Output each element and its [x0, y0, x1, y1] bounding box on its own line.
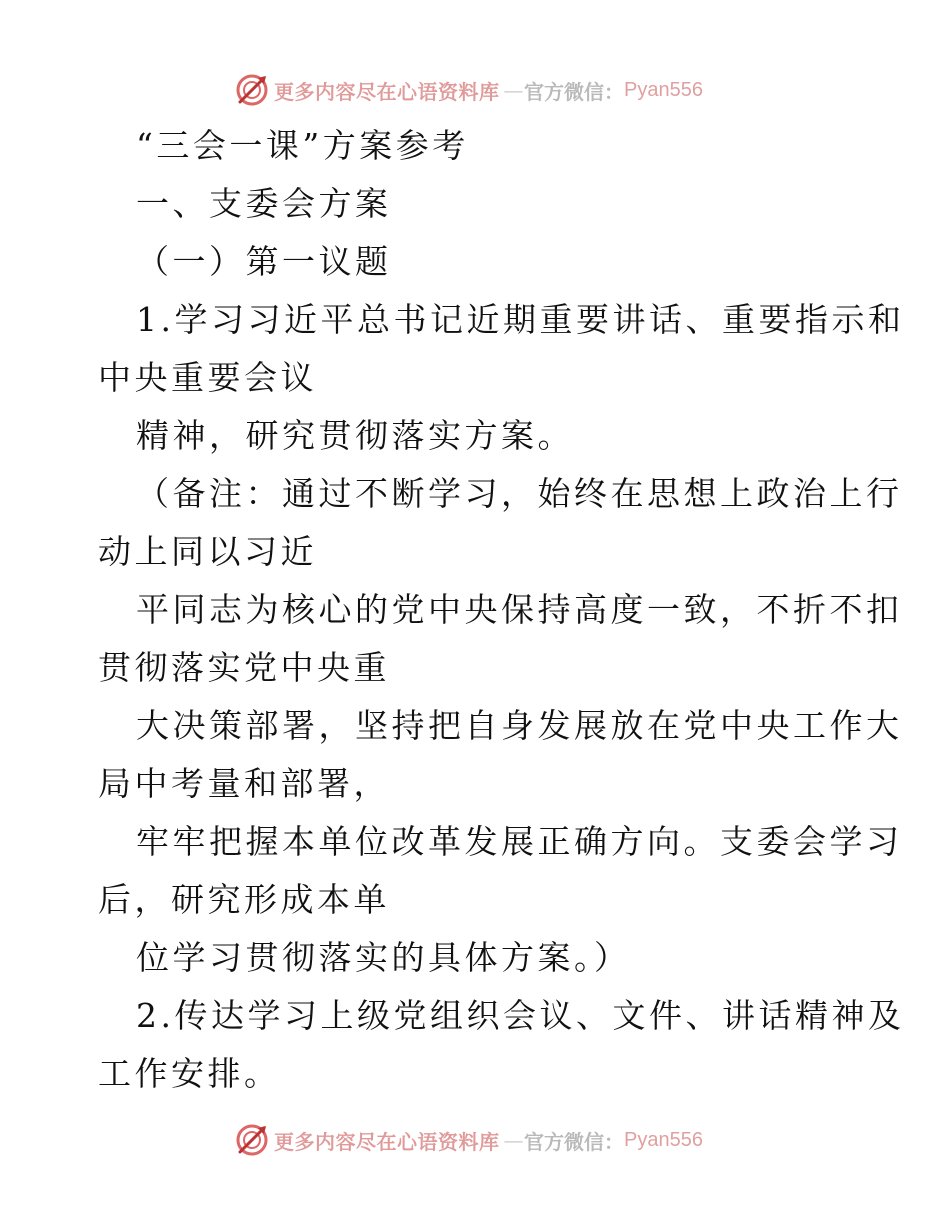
paragraph-line: 位学习贯彻落实的具体方案。） [136, 938, 631, 977]
paragraph-line: 平同志为核心的党中央保持高度一致，不折不扣 [136, 590, 903, 629]
paragraph-line: 局中考量和部署， [98, 764, 390, 803]
header-watermark [234, 70, 754, 110]
paragraph-line: 后，研究形成本单 [98, 880, 390, 919]
paragraph-line: 大决策部署，坚持把自身发展放在党中央工作大 [136, 706, 903, 745]
paragraph-line: 动上同以习近 [98, 532, 317, 571]
subsection-heading: （一）第一议题 [136, 242, 392, 281]
paragraph-line: 贯彻落实党中央重 [98, 648, 390, 687]
document-body [98, 117, 905, 1103]
watermark-site: 更多内容尽在心语资料库 [274, 79, 500, 104]
watermark-site: 更多内容尽在心语资料库 [274, 1129, 500, 1154]
footer-watermark [234, 1120, 754, 1160]
watermark-wechat-label: 官方微信： [524, 1129, 624, 1154]
watermark-wechat-id: Pyan556 [624, 1128, 703, 1151]
watermark-separator: — [503, 1128, 524, 1152]
paragraph-line: 2.传达学习上级党组织会议、文件、讲话精神及 [136, 996, 905, 1035]
watermark-wechat-label: 官方微信： [524, 79, 624, 104]
paragraph-line: 精神，研究贯彻落实方案。 [136, 416, 574, 455]
paragraph-line: 牢牢把握本单位改革发展正确方向。支委会学习 [136, 822, 903, 861]
paragraph-line: 工作安排。 [98, 1054, 281, 1093]
paragraph-line: 1.学习习近平总书记近期重要讲话、重要指示和 [136, 300, 905, 339]
paragraph-line: （备注：通过不断学习，始终在思想上政治上行 [136, 474, 903, 513]
paragraph-line: 中央重要会议 [98, 358, 317, 397]
document-title: “三会一课”方案参考 [136, 126, 469, 165]
watermark-separator: — [503, 78, 524, 102]
watermark-wechat-id: Pyan556 [624, 78, 703, 101]
quill-seal-icon [234, 1122, 270, 1158]
section-heading: 一、支委会方案 [136, 184, 392, 223]
quill-seal-icon [234, 72, 270, 108]
